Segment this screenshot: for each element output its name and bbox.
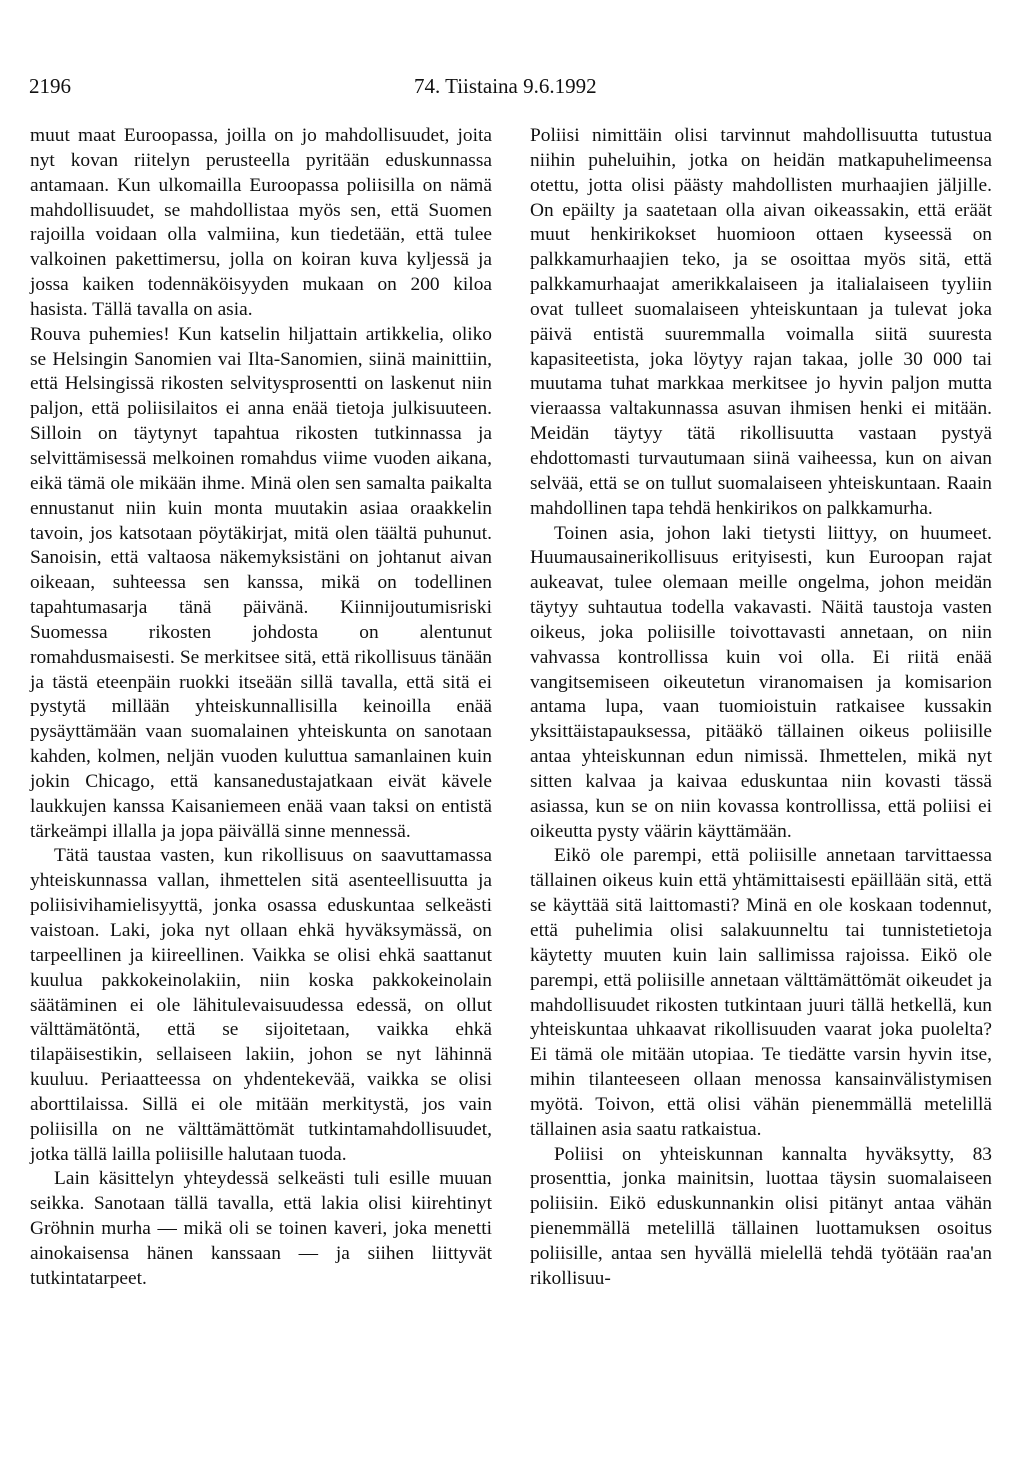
paragraph: Tätä taustaa vasten, kun rikollisuus on saavuttamassa yhteiskunnassa vallan, ihmettelen sitä asenteellisuutta ja poliisivihamielisyyttä, jonka osassa eduskuntaa selkeästi vaistoan. Laki, joka nyt ollaan ehkä hyväksymässä, on tarpeellinen ja kiireellinen. Vaikka se olisi ehkä saattanut kuulua pakkokeinolakiin, niin koska pakkokeinolain säätäminen ei ole lähitulevaisuudessa edessä, on ollut välttämätöntä, että se sijoitetaan, vaikka ehkä tilapäisestikin, sellaiseen lakiin, johon se nyt lähinnä kuuluu. Periaatteessa on yhdentekevää, vaikka se olisi aborttilaissa. Sillä ei ole mitään merkitystä, jos vain poliisilla on ne välttämättömät tutkintamahdollisuudet, jotka tällä lailla poliisille halutaan tuoda. — [30, 845, 492, 1165]
paragraph: Lain käsittelyn yhteydessä selkeästi tuli esille muuan seikka. Sanotaan tällä tavalla, että lakia olisi kiirehtinyt Gröhnin murha — mikä oli se toinen kaveri, joka menetti ainokaisensa hänen kanssaan — ja siihen liittyvät tutkintatarpeet. — [30, 1168, 492, 1289]
paragraph: Eikö ole parempi, että poliisille annetaan tarvittaessa tällainen oikeus kuin että yhtämittaisesti epäillään sitä, että se käyttää sitä laittomasti? Minä en ole koskaan todennut, että puhelimia olisi salakuunneltu tai tunnistetietoja käytetty muuten kuin lain sallimissa rajoissa. Eikö ole parempi, että poliisille annetaan välttämättömät oikeudet ja mahdollisuudet rikosten tutkintaan juuri tällä hetkellä, kun yhteiskuntaa uhkaavat rikollisuuden vaarat joka puolelta? Ei tämä ole mitään utopiaa. Te tiedätte varsin hyvin itse, mihin tilanteeseen ollaan menossa kansainvälistymisen myötä. Toivon, että olisi vähän pienemmällä metelillä tällainen asia saatu ratkaistua. — [530, 845, 992, 1140]
left-text-column — [30, 124, 492, 1292]
paragraph: Poliisi on yhteiskunnan kannalta hyväksytty, 83 prosenttia, jonka mainitsin, luottaa täysin suomalaiseen poliisiin. Eikö eduskunnankin olisi pitänyt antaa vähän pienemmällä metelillä tällainen luottamuksen osoitus poliisille, antaa sen hyvällä mielellä tehdä työtään raa'an rikollisuu- — [530, 1143, 992, 1289]
session-date-header: 74. Tiistaina 9.6.1992 — [414, 74, 597, 98]
paragraph: Toinen asia, johon laki tietysti liittyy, on huumeet. Huumausainerikollisuus erityisesti, kun Euroopan rajat aukeavat, tulee olemaan meille ongelma, johon meidän täytyy suhtautua todella vakavasti. Näitä taustoja vasten oikeus, joka poliisille toivottavasti annetaan, on niin vahvassa kontrollissa kuin voi olla. Ei riitä enää vangitsemiseen oikeutetun viranomaisen ja komisarion antama lupa, vaan tuomioistuin ratkaisee kussakin yksittäistapauksessa, pitääkö tällainen oikeus poliisille antaa yhteiskunnan edun nimissä. Ihmettelen, mikä nyt sitten kalvaa ja kaivaa eduskuntaa niin kovasti tässä asiassa, kun se on niin kovassa kontrollissa, että poliisi ei oikeutta pysty väärin käyttämään. — [530, 522, 992, 842]
page-header — [29, 74, 954, 104]
paragraph: muut maat Euroopassa, joilla on jo mahdollisuudet, joita nyt kovan riitelyn perusteella pyritään eduskunnassa antamaan. Kun ulkomailla Euroopassa poliisilla on nämä mahdollisuudet, se mahdollistaa myös sen, että Suomen rajoilla voidaan olla valmiina, kun tiedetään, että tulee valkoinen pakettimersu, jolla on koiran kuva kyljessä ja jossa kaiken todennäköisyyden mukaan on 200 kiloa hasista. Tällä tavalla on asia. — [30, 125, 492, 320]
paragraph: Rouva puhemies! Kun katselin hiljattain artikkelia, oliko se Helsingin Sanomien vai Ilta-Sanomien, siinä mainittiin, että Helsingissä rikosten selvitysprosentti on laskenut niin paljon, että poliisilaitos ei anna enää tietoja julkisuuteen. Silloin on täytynyt tapahtua rikosten tutkinnassa ja selvittämisessä melkoinen romahdus viime vuoden aikana, eikä tämä ole mikään ihme. Minä olen sen samalta paikalta ennustanut niin kuin monta muutakin asiaa oraakkelin tavoin, jos katsotaan pöytäkirjat, mitä olen täältä puhunut. Sanoisin, että valtaosa näkemyksistäni on johtanut aivan oikeaan, suhteessa sen kanssa, mikä on todellinen tapahtumasarja tänä päivänä. Kiinnijoutumisriski Suomessa rikosten johdosta on alentunut romahdusmaisesti. Se merkitsee sitä, että rikollisuus tänään ja tästä eteenpäin ruokki itseään sillä tavalla, että sitä ei pystytä millään yhteiskunnallisilla keinoilla enää pysäyttämään vaan suomalainen yhteiskunta on sanotaan kahden, kolmen, neljän vuoden kuluttua samanlainen kuin jokin Chicago, että kansanedustajatkaan eivät kävele laukkujen kanssa Kaisaniemeen enää vaan taksi on entistä tärkeämpi illalla ja jopa päivällä sinne mennessä. — [30, 323, 492, 842]
paragraph: Poliisi nimittäin olisi tarvinnut mahdollisuutta tutustua niihin puheluihin, jotka on heidän matkapuhelimeensa otettu, jotta olisi päästy mahdollisten murhaajien jäljille. On epäilty ja saatetaan olla aivan oikeassakin, että eräät muut henkirikokset huomioon ottaen kyseessä on palkkamurhaajien teko, ja se osoittaa myös sitä, että palkkamurhaajat amerikkalaiseen ja italialaiseen tyyliin ovat tulleet suomalaiseen yhteiskuntaan ja tulevat joka päivä entistä suuremmalla voimalla siitä suuresta kapasiteetista, joka löytyy rajan takaa, jolle 30 000 tai muutama tuhat markkaa merkitsee jo hyvin paljon mutta vieraassa valtakunnassa asuvan ihmisen henki ei mitään. Meidän täytyy tätä rikollisuutta vastaan pystyä ehdottomasti turvautumaan siinä vaiheessa, kun on aivan selvää, että se on tullut suomalaiseen yhteiskuntaan. Raain mahdollinen tapa tehdä henkirikos on palkkamurha. — [530, 125, 992, 519]
page-number: 2196 — [29, 74, 71, 98]
right-text-column — [530, 124, 992, 1292]
